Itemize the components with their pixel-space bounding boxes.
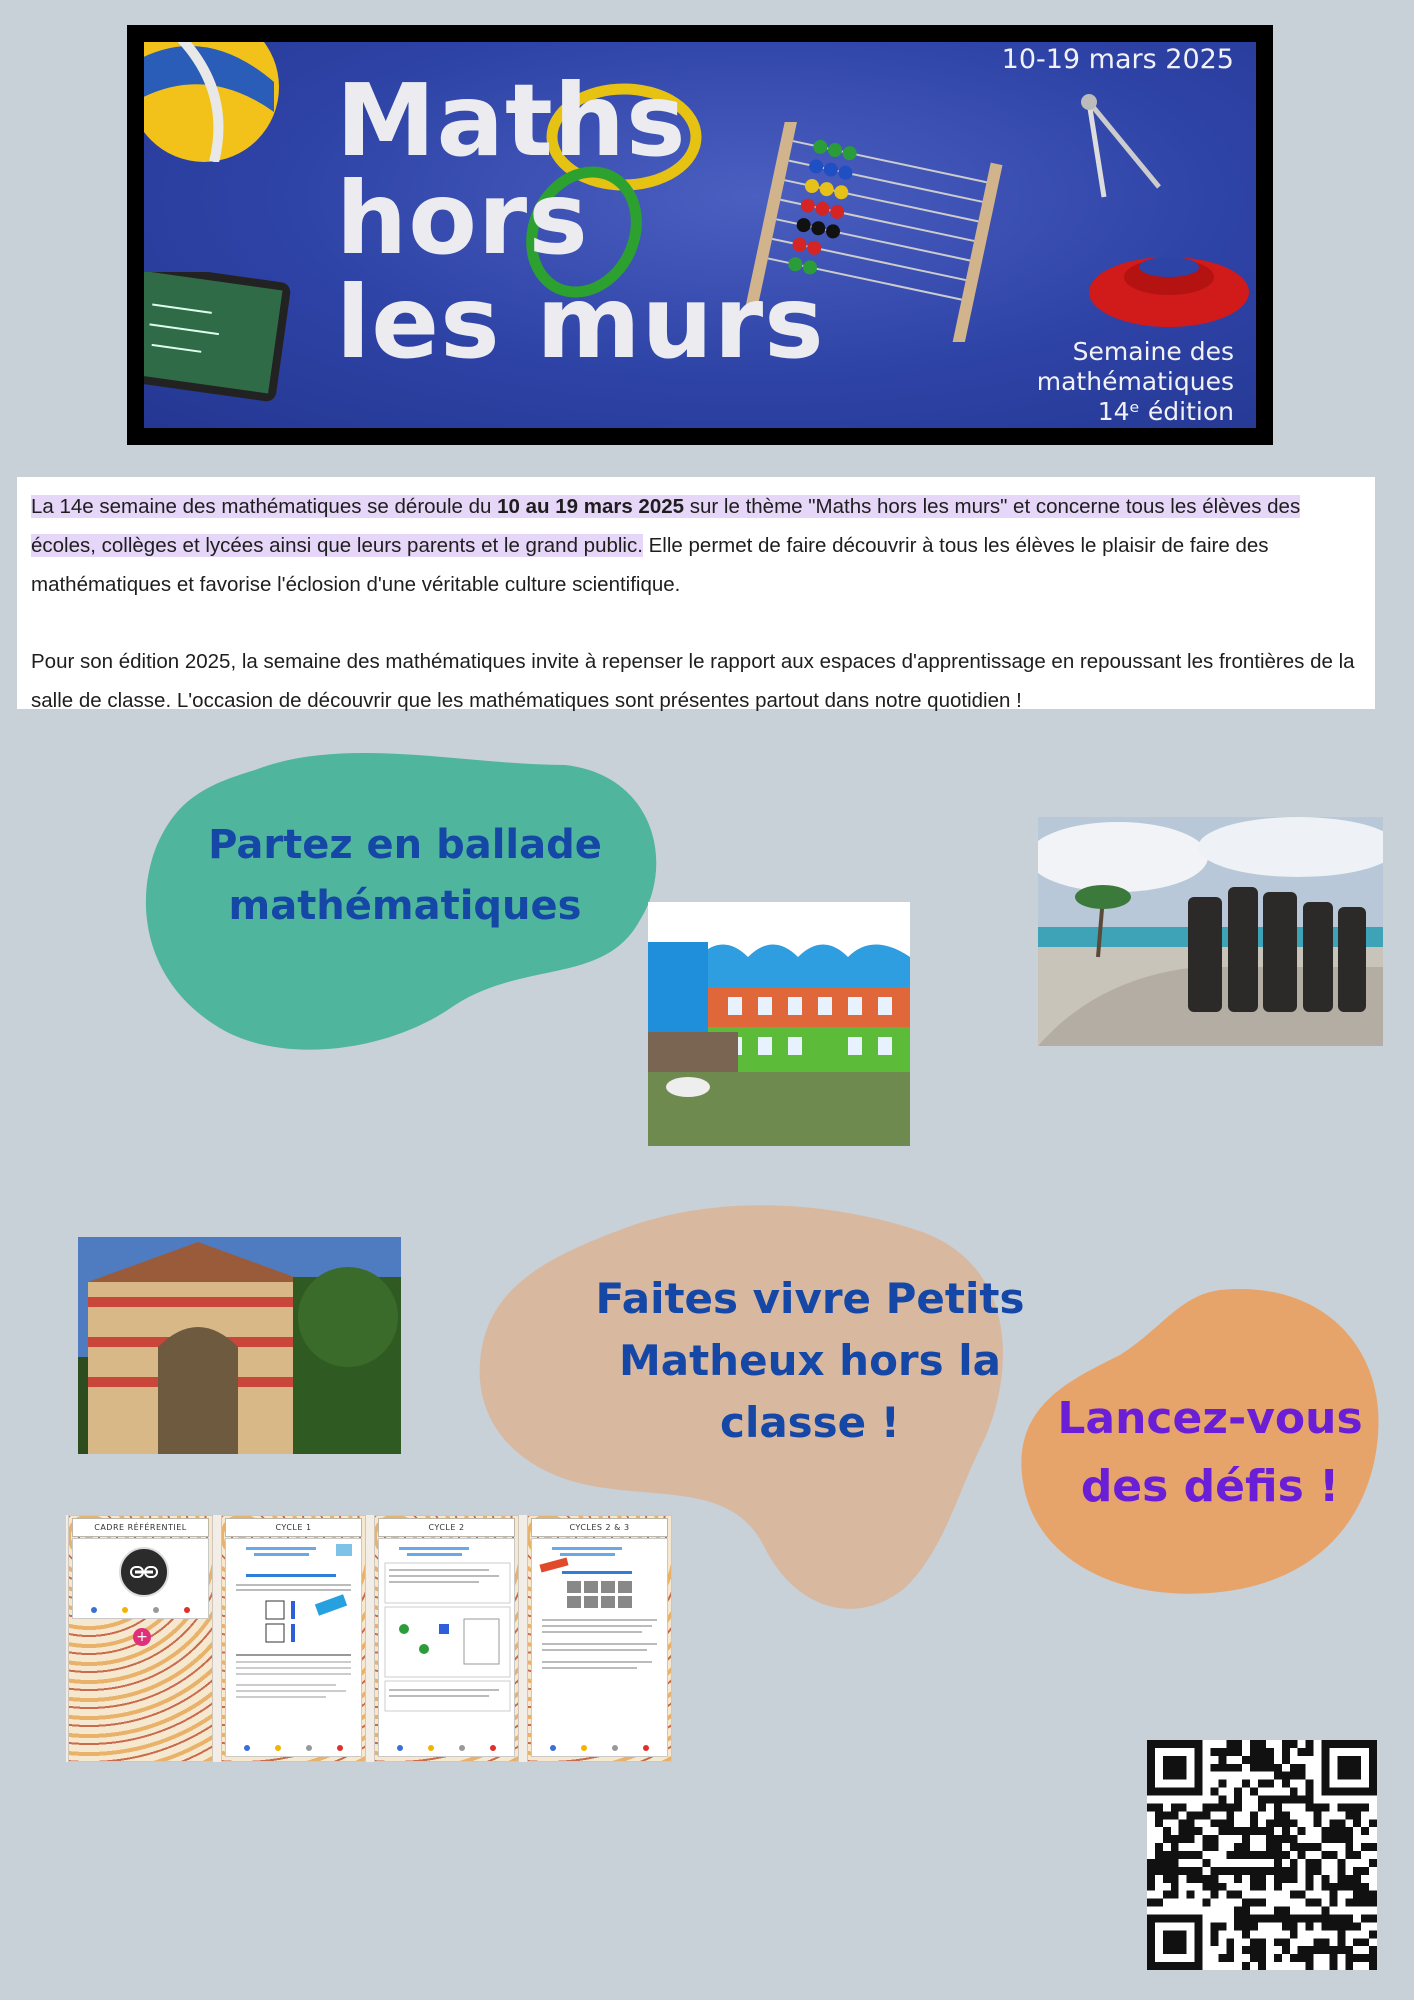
school-photo [648,902,910,1146]
qr-finder-pattern [1337,1756,1361,1780]
slide-card [531,1538,668,1757]
intro-highlight: La 14e semaine des mathématiques se déroule du 10 au 19 mars 2025 sur le thème "Maths hors les murs" et concerne tous les élèves des écoles, collèges et lycées ainsi que leurs parents et le grand public. [31,495,1301,557]
banner-title-line2: hors [336,160,589,277]
slide-header: CYCLES 2 & 3 [531,1518,668,1537]
banner-artwork [144,42,1256,428]
banner-title-line3: les murs [336,264,825,381]
document-thumbnail [379,1539,516,1739]
link-icon[interactable] [119,1547,169,1597]
banner [127,25,1273,445]
activity-slides[interactable] [66,1515,671,1762]
banner-subtitle-line1: Semaine des [1072,337,1234,366]
qr-finder-pattern [1163,1930,1187,1954]
banner-subtitle-line2: mathématiques [1036,367,1234,396]
add-icon[interactable]: + [133,1628,151,1646]
slide-card [225,1538,362,1757]
ballade-label[interactable]: Partez en ballade mathématiques [208,822,602,929]
defis-label[interactable]: Lancez-vous des défis ! [1057,1393,1363,1512]
slide-cycle-1[interactable] [221,1515,366,1762]
qr-code[interactable] [1147,1740,1377,1970]
document-thumbnail [226,1539,363,1739]
slide-cycle-2[interactable] [374,1515,519,1762]
slide-header: CYCLE 1 [225,1518,362,1537]
slide-header: CYCLE 2 [378,1518,515,1537]
slide-toolbar [79,1604,202,1616]
school-building-image [648,902,910,1146]
compass-icon [1064,87,1184,207]
volleyball-icon [144,42,294,162]
slide-card [72,1538,209,1619]
banner-subtitle-line3: 14ᵉ édition [1097,397,1234,426]
matheux-label[interactable]: Faites vivre Petits Matheux hors la classe ! [595,1274,1025,1447]
slide-cadre-referentiel[interactable] [68,1515,213,1762]
sculptures-image [1038,817,1383,1046]
qr-finder-pattern [1163,1756,1187,1780]
cone-icon [1089,232,1256,342]
intro-dates: 10 au 19 mars 2025 [497,495,685,518]
seaside-sculptures-photo [1038,817,1383,1046]
tablet-icon [144,272,304,428]
intro-paragraph-2: Pour son édition 2025, la semaine des mathématiques invite à repenser le rapport aux espaces d'apprentissage en repoussant les frontières de la salle de classe. L'occasion de découvrir que les mathématiques sont présentes partout dans notre quotidien ! [31,650,1355,712]
slide-toolbar [538,1742,661,1754]
document-thumbnail [532,1539,669,1739]
library-photo [78,1237,401,1454]
slide-toolbar [385,1742,508,1754]
intro-text-box [17,477,1375,712]
banner-subtitle [1037,337,1234,427]
slide-card [378,1538,515,1757]
intro-paragraph-1: La 14e semaine des mathématiques se déroule du 10 au 19 mars 2025 sur le thème "Maths hors les murs" et concerne tous les élèves des écoles, collèges et lycées ainsi que leurs parents et le grand public. Elle permet de faire découvrir à tous les élèves le plaisir de faire des mathématiques et favorise l'éclosion d'une véritable culture scientifique. [31,495,1301,596]
banner-title-line1: Maths [336,62,687,179]
slide-toolbar [232,1742,355,1754]
slide-cycles-2-3[interactable] [527,1515,672,1762]
slide-header: CADRE RÉFÉRENTIEL [72,1518,209,1537]
library-image [78,1237,401,1454]
banner-dates: 10-19 mars 2025 [1001,44,1234,75]
